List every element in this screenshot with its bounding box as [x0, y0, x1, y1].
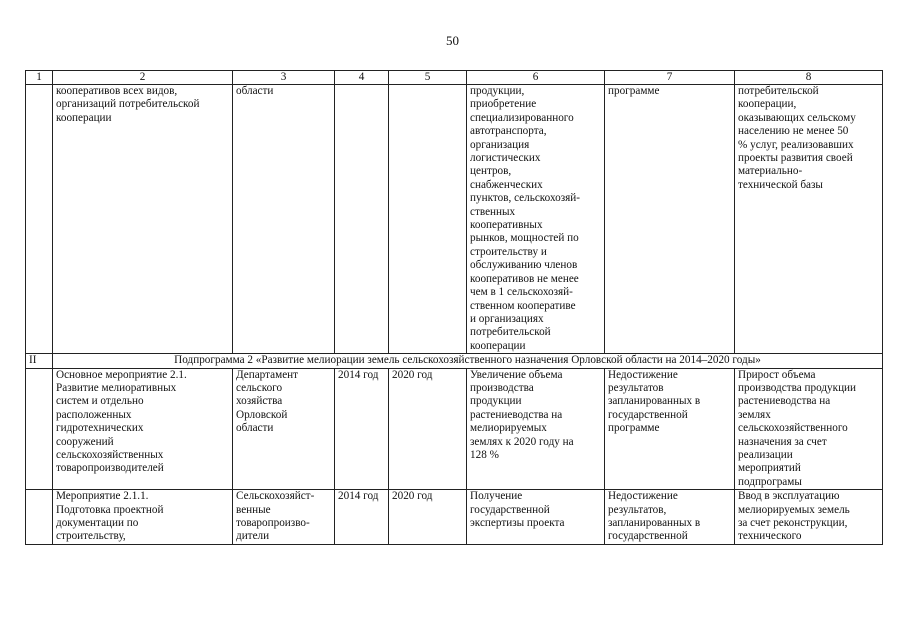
executor: области: [236, 85, 274, 97]
end-year: 2020 год: [392, 368, 433, 381]
measure-name: кооперативов всех видов, организаций потребительской кооперации: [56, 85, 200, 124]
column-number: 8: [735, 71, 883, 85]
table-cell: [467, 490, 605, 545]
indicator-link: Ввод в эксплуатацию мелиорируемых земель за счет реконструкции, технического: [738, 490, 850, 543]
table-cell: [233, 368, 335, 490]
column-number: 4: [335, 71, 389, 85]
table-cell: [735, 368, 883, 490]
column-number: 1: [26, 71, 53, 85]
table-cell: [389, 368, 467, 490]
table-cell: [735, 490, 883, 545]
measures-table: [25, 70, 883, 545]
indicator-link: Прирост объема производства продукции растениеводства на землях сельскохозяйственного назначения за счет реализации мероприятий подпрограмы: [738, 368, 857, 488]
table-cell: [26, 490, 53, 545]
table-cell: [53, 368, 233, 490]
consequences: Недостижение результатов запланированных в государственной программе: [608, 368, 701, 435]
consequences: Недостижение результатов, запланированных в государственной: [608, 490, 701, 543]
table-cell: [605, 85, 735, 354]
table-cell: [233, 490, 335, 545]
page-number: 50: [446, 33, 459, 48]
expected-result: продукции, приобретение специализированного автотранспорта, организация логистических центров, снабженческих пунктов, сельскохозяй- ственных кооперативных рынков, мощностей по строительству и обслуживанию членов кооперативов не менее чем в 1 сельскохозяй- ственном кооперативе и организациях потребительской кооперации: [470, 85, 581, 352]
expected-result: Увеличение объема производства продукции растениеводства на мелиорируемых землях к 2020 году на 128 %: [470, 368, 574, 461]
table-cell: [605, 368, 735, 490]
column-number: 3: [233, 71, 335, 85]
table-cell: [233, 85, 335, 354]
table-cell: [735, 85, 883, 354]
table-row-2-1-1: [26, 490, 883, 545]
column-number-row: [26, 71, 883, 85]
measure-name: Мероприятие 2.1.1. Подготовка проектной документации по строительству,: [56, 490, 164, 543]
table-cell: [26, 368, 53, 490]
executor: Департамент сельского хозяйства Орловской области: [236, 368, 299, 435]
column-number: 5: [389, 71, 467, 85]
table-cell: [467, 85, 605, 354]
table-cell: [605, 490, 735, 545]
table-cell: [467, 368, 605, 490]
indicator-link: потребительской кооперации, оказывающих сельскому населению не менее 50 % услуг, реализовавших проекты развития своей материально- технической базы: [738, 85, 856, 191]
column-number: 2: [53, 71, 233, 85]
table-cell: [335, 490, 389, 545]
measure-name: Основное мероприятие 2.1. Развитие мелиоративных систем и отдельно расположенных гидротехнических сооружений сельскохозяйственных товаропроизводителей: [56, 368, 187, 475]
table-cell: [53, 85, 233, 354]
start-year: 2014 год: [338, 490, 379, 503]
column-number: 7: [605, 71, 735, 85]
subprogram-title: Подпрограмма 2 «Развитие мелиорации земель сельскохозяйственного назначения Орловской области на 2014–2020 годы»: [53, 354, 883, 368]
table-cell: [53, 490, 233, 545]
executor: Сельскохозяйст- венные товаропроизво- дители: [236, 490, 315, 543]
table-cell: [335, 368, 389, 490]
consequences: программе: [608, 85, 660, 97]
table-row-continued: [26, 85, 883, 354]
table-row-main-2-1: [26, 368, 883, 490]
table-cell: [335, 85, 389, 354]
table-cell: [389, 490, 467, 545]
subprogram-row: [26, 354, 883, 368]
subprogram-number: II: [26, 354, 53, 368]
table-cell: [389, 85, 467, 354]
expected-result: Получение государственной экспертизы проекта: [470, 490, 565, 529]
end-year: 2020 год: [392, 490, 433, 503]
start-year: 2014 год: [338, 368, 379, 381]
table-cell: [26, 85, 53, 354]
column-number: 6: [467, 71, 605, 85]
